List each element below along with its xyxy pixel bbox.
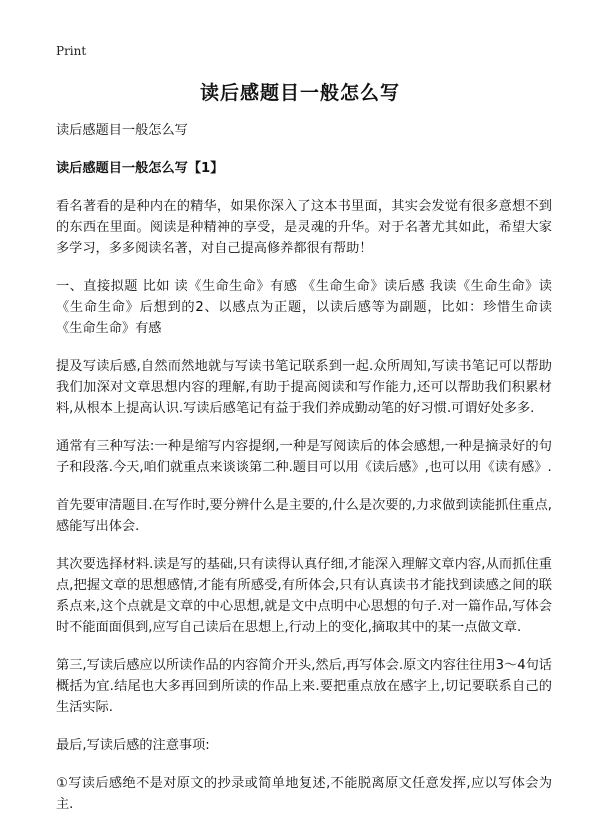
paragraph: ①写读后感绝不是对原文的抄录或简单地复述,不能脱离原文任意发挥,应以写体会为主. [56,776,552,812]
paragraph: 提及写读后感,自然而然地就与写读书笔记联系到一起.众所周知,写读书笔记可以帮助我们加深对文章思想内容的理解,有助于提高阅读和写作能力,还可以帮助我们积累材料,从根本上提高认识.写读后感笔记有益于我们养成勤动笔的好习惯.可谓好处多多. [56,359,552,416]
document-title: 读后感题目一般怎么写 [199,82,400,104]
paragraph: 看名著看的是种内在的精华，如果你深入了这本书里面，其实会发觉有很多意想不到的东西在里面。阅读是种精神的享受，是灵魂的升华。对于名著尤其如此，希望大家多学习，多多阅读名著，对自己提高修养都很有帮助！ [56,199,552,256]
paragraph: 最后,写读后感的注意事项: [56,738,210,753]
paragraph-intro: 读后感题目一般怎么写 [56,123,188,138]
section-heading: 读后感题目一般怎么写【1】 [56,161,224,176]
paragraph: 第三,写读后感应以所读作品的内容简介开头,然后,再写体会.原文内容往往用3～4句话概括为宜.结尾也大多再回到所读的作品上来.要把重点放在感字上,切记要联系自己的生活实际. [56,658,552,715]
paragraph: 通常有三种写法:一种是缩写内容提纲,一种是写阅读后的体会感想,一种是摘录好的句子和段落.今天,咱们就重点来谈谈第二种.题目可以用《读后感》,也可以用《读有感》. [56,439,552,475]
document-body [56,120,552,832]
paragraph: 首先要审清题目.在写作时,要分辨什么是主要的,什么是次要的,力求做到读能抓住重点,感能写出体会. [56,498,552,534]
print-link[interactable]: Print [56,44,87,58]
paragraph: 一、直接拟题 比如 读《生命生命》有感 《生命生命》读后感 我读《生命生命》读《生命生命》后想到的2、以感点为正题，以读后感等为副题，比如：珍惜生命读《生命生命》有感 [56,279,552,336]
paragraph: 其次要选择材料.读是写的基础,只有读得认真仔细,才能深入理解文章内容,从而抓住重点,把握文章的思想感情,才能有所感受,有所体会,只有认真读书才能找到读感之间的联系点来,这个点就是文章的中心思想,就是文中点明中心思想的句子.对一篇作品,写体会时不能面面俱到,应写自己读后在思想上,行动上的变化,摘取其中的某一点做文章. [56,557,552,635]
